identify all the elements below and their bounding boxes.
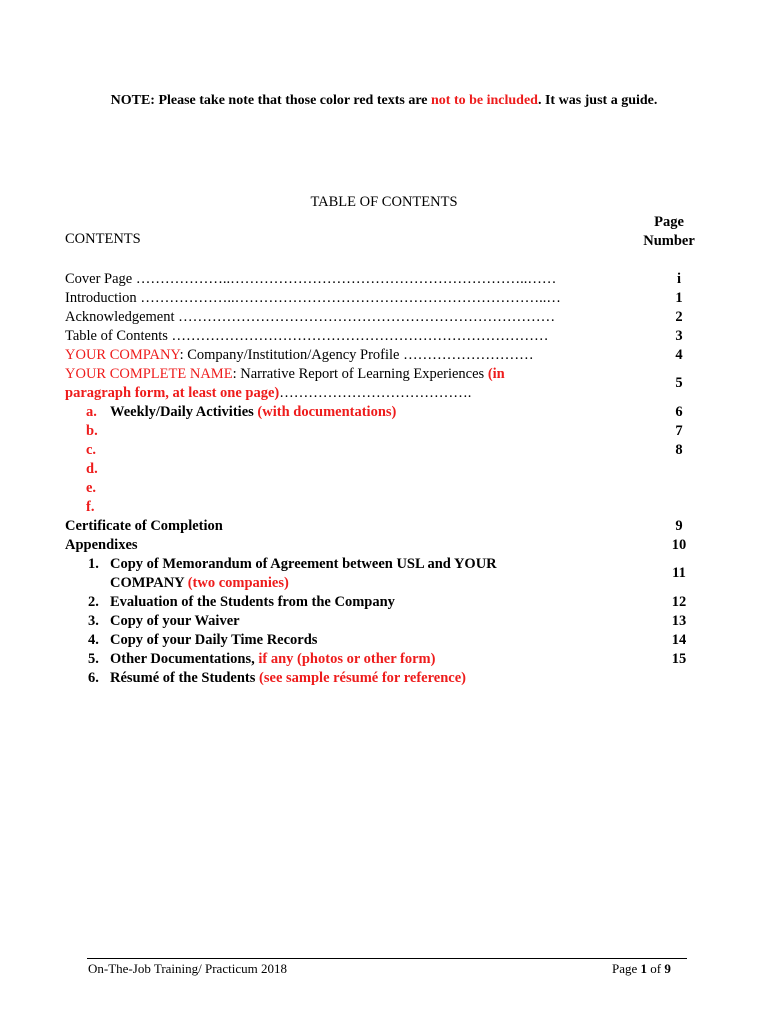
page-number: 12 bbox=[671, 594, 687, 610]
appendix-item-1: 1. Copy of Memorandum of Agreement between USL and YOUR COMPANY (two companies) 11 bbox=[65, 555, 710, 593]
note-text: NOTE: Please take note that those color red texts are bbox=[110, 93, 431, 108]
footer-page-indicator: Page 1 of 9 bbox=[612, 961, 671, 976]
page-number: 11 bbox=[672, 565, 686, 581]
page-number: 10 bbox=[671, 537, 687, 553]
page-number: 2 bbox=[675, 309, 683, 325]
page-number: 1 bbox=[675, 290, 683, 306]
note-suffix: . It was just a guide. bbox=[537, 93, 658, 108]
page-number: 3 bbox=[675, 328, 683, 344]
page-number: 4 bbox=[675, 347, 683, 363]
contents-column-header: CONTENTS bbox=[65, 231, 141, 247]
page-number: 7 bbox=[675, 423, 683, 439]
toc-title: TABLE OF CONTENTS bbox=[310, 194, 458, 210]
page-number: 9 bbox=[675, 518, 683, 534]
guide-note bbox=[0, 93, 768, 109]
page-number: i bbox=[676, 271, 682, 287]
page-number-column-header: Page Number bbox=[643, 214, 695, 249]
footer-course-title: On-The-Job Training/ Practicum 2018 bbox=[88, 961, 287, 976]
page-number: 13 bbox=[671, 613, 687, 629]
page-number: 14 bbox=[671, 632, 687, 648]
page-number: 15 bbox=[671, 651, 687, 667]
footer-divider bbox=[87, 958, 687, 959]
note-red-text: not to be included bbox=[431, 93, 538, 108]
page-number: 8 bbox=[675, 442, 683, 458]
toc-entry-narrative-report: YOUR COMPLETE NAME: Narrative Report of Learning Experiences (in paragraph form, at least one page)…………………………………. 5 bbox=[65, 365, 710, 403]
page-number: 5 bbox=[675, 375, 683, 391]
page-number: 6 bbox=[675, 404, 683, 420]
